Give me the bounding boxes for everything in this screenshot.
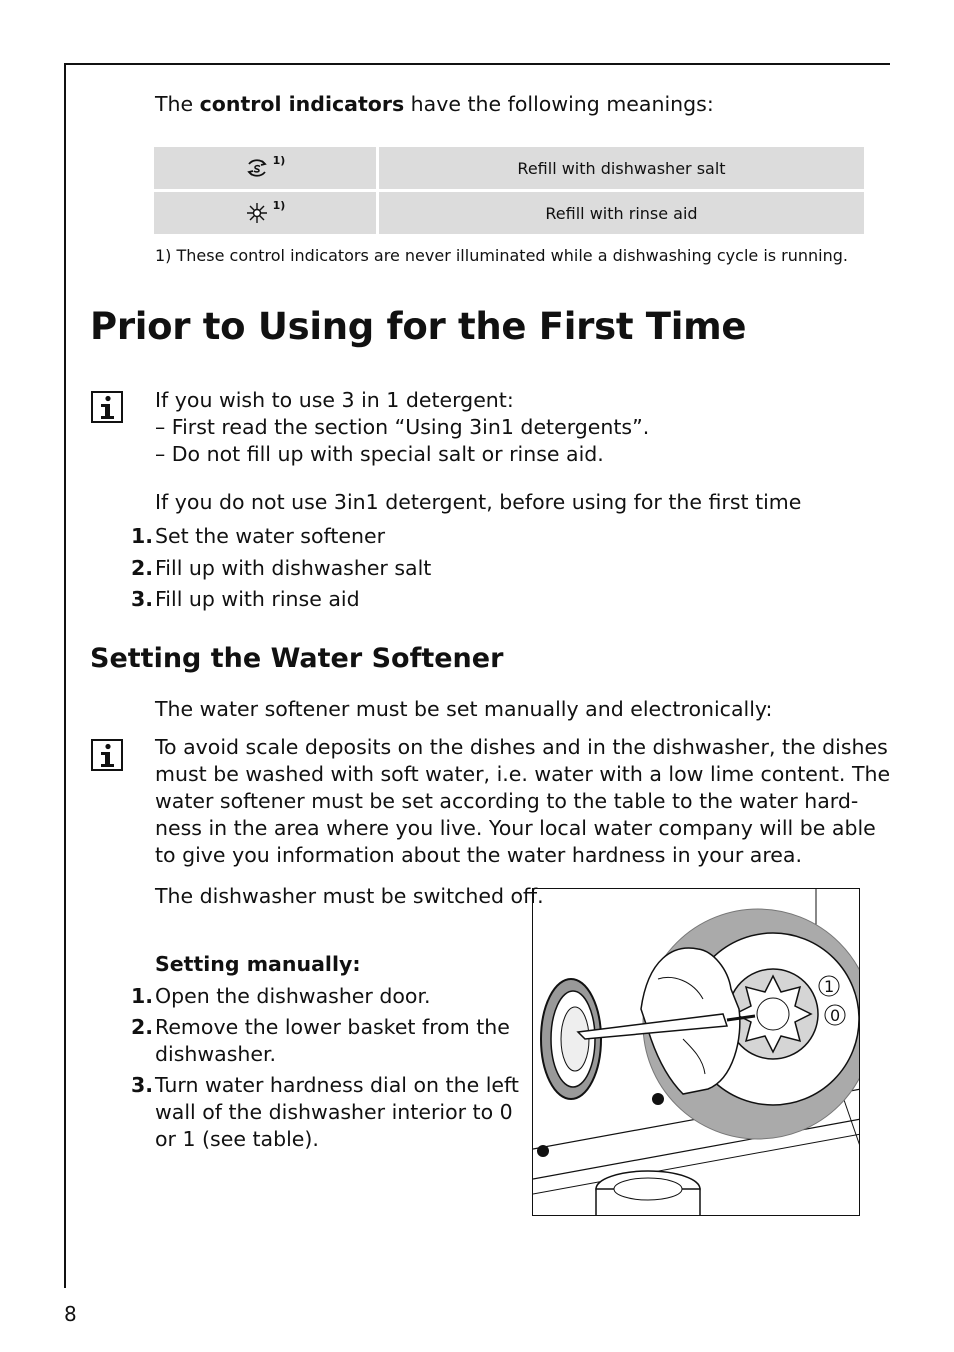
footnote-ref: 1) (272, 154, 286, 167)
softener-intro: The water softener must be set manually and electronically: (155, 697, 773, 721)
page-frame-top-rule (64, 63, 890, 65)
list-item: 2. Fill up with dishwasher salt (131, 555, 432, 580)
first-use-steps (131, 521, 432, 616)
indicator-table (154, 144, 864, 237)
list-item: 3. Fill up with rinse aid (131, 587, 360, 611)
dial-label-one: 1 (824, 977, 835, 996)
salt-indicator-icon (245, 156, 269, 180)
page-frame-left-rule (64, 63, 66, 1288)
page-title: Prior to Using for the First Time (90, 305, 747, 348)
info-icon (91, 739, 123, 771)
control-indicators-intro: The control indicators have the following meanings: (155, 92, 714, 116)
water-softener-dial-illustration (532, 888, 860, 1216)
indicator-symbol-cell (154, 192, 379, 234)
rinse-aid-indicator-icon (245, 201, 269, 225)
indicator-meaning-cell: Refill with dishwasher salt (379, 147, 864, 189)
section-title: Setting the Water Softener (90, 643, 504, 674)
dial-label-zero: 0 (830, 1006, 841, 1025)
dial-illustration-svg (533, 889, 860, 1216)
indicator-symbol-cell (154, 147, 379, 189)
footnote: 1) These control indicators are never illuminated while a dishwashing cycle is running. (155, 246, 849, 265)
list-item: 1. Open the dishwasher door. (131, 984, 431, 1008)
table-row (154, 147, 864, 189)
info-3in1-note: If you wish to use 3 in 1 detergent: – First read the section “Using 3in1 detergents”. – Do not fill up with special salt or rinse aid. (155, 388, 650, 466)
soft-water-note: To avoid scale deposits on the dishes and in the dishwasher, the dishes must be washed with soft water, i.e. water with a low lime content. The water softener must be set according to the table to the water hard- ness in the area where you live. Your local water company will be able to give you information about the water hardness in your area. (155, 735, 891, 867)
page-number: 8 (64, 1302, 77, 1326)
list-item: 2. Remove the lower basket from the dishwasher. (131, 1015, 510, 1066)
table-row (154, 192, 864, 234)
info-icon (91, 391, 123, 423)
list-item: 1. Set the water softener (131, 524, 386, 548)
list-item: 3. Turn water hardness dial on the left wall of the dishwasher interior to 0 or 1 (see table). (131, 1073, 519, 1151)
manual-heading: Setting manually: (155, 952, 361, 976)
indicator-meaning-cell: Refill with rinse aid (379, 192, 864, 234)
no-3in1-paragraph: If you do not use 3in1 detergent, before using for the first time (155, 490, 802, 514)
manual-steps (131, 983, 519, 1153)
intro-bold-term: control indicators (199, 92, 405, 116)
switched-off-note: The dishwasher must be switched off. (155, 884, 544, 908)
footnote-ref: 1) (272, 199, 286, 212)
